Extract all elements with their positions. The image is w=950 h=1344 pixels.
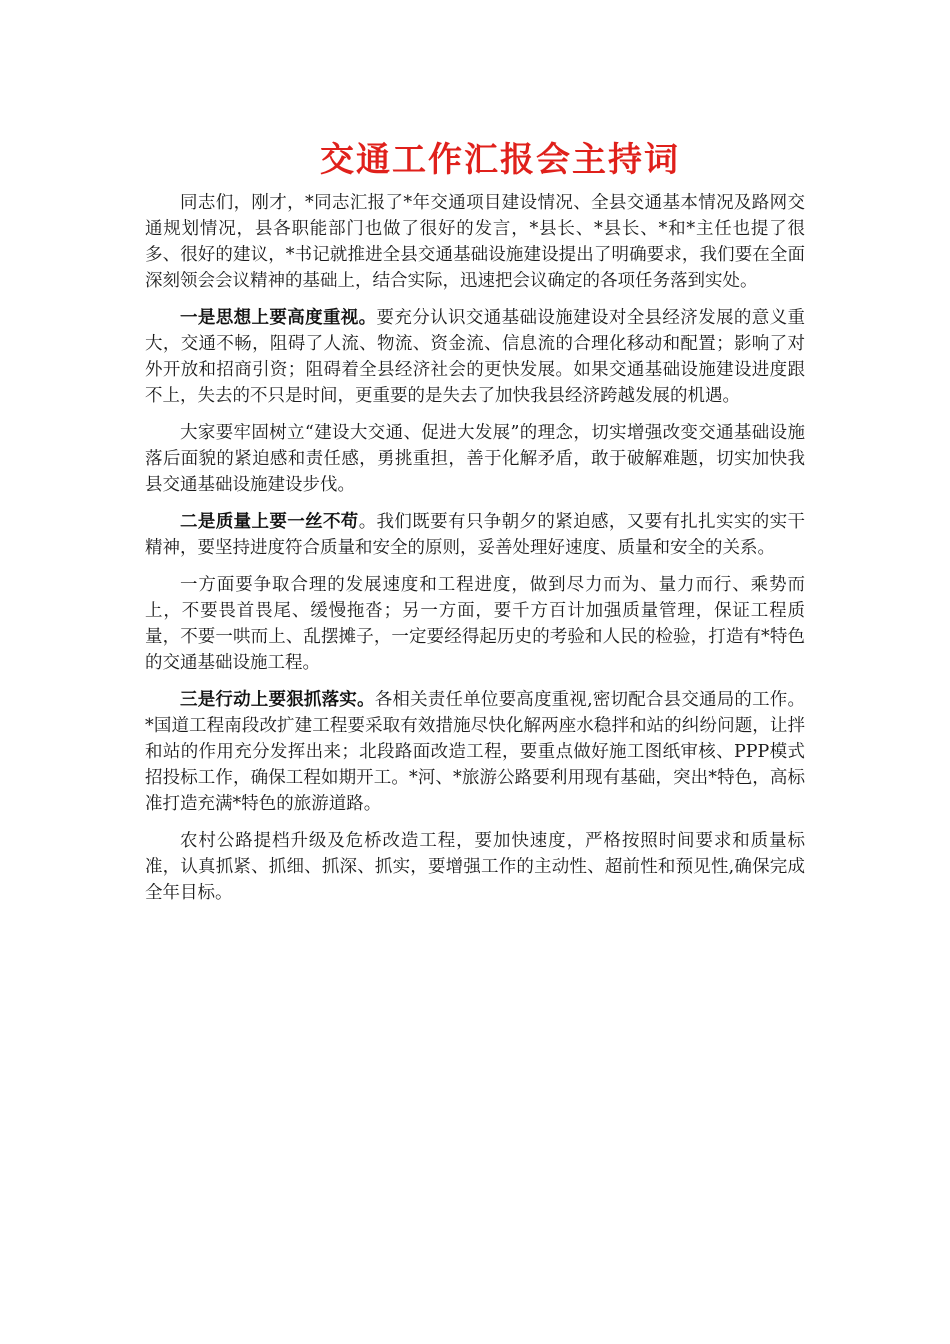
paragraph-text: 各相关责任单位要高度重视,密切配合县交通局的工作。*国道工程南段改扩建工程要采取有效措施尽快化解两座水稳拌和站的纠纷问题，让拌和站的作用充分发挥出来；北段路面改造工程，要重点做好施工图纸审核、PPP模式招投标工作，确保工程如期开工。*河、*旅游公路要利用现有基础，突出*特色，高标准打造充满*特色的旅游道路。 xyxy=(145,690,806,814)
paragraph-text: 大家要牢固树立“建设大交通、促进大发展”的理念，切实增强改变交通基础设施落后面貌的紧迫感和责任感，勇挑重担，善于化解矛盾，敢于破解难题，切实加快我县交通基础设施建设步伐。 xyxy=(145,423,805,495)
paragraph-text: 。我们既要有只争朝夕的紧迫感，又要有扎扎实实的实干精神，要坚持进度符合质量和安全的原则，妥善处理好速度、质量和安全的关系。 xyxy=(145,512,806,558)
paragraph-lead-heading: 二是质量上要一丝不苟 xyxy=(180,512,359,532)
document-body xyxy=(145,190,805,917)
paragraph-point-one-detail xyxy=(145,420,805,498)
paragraph-lead-heading: 三是行动上要狠抓落实。 xyxy=(180,690,375,710)
paragraph-closing xyxy=(145,828,805,906)
document-title: 交通工作汇报会主持词 xyxy=(320,140,680,180)
paragraph-text: 同志们，刚才，*同志汇报了*年交通项目建设情况、全县交通基本情况及路网交通规划情况，县各职能部门也做了很好的发言，*县长、*县长、*和*主任也提了很多、很好的建议，*书记就推进全县交通基础设施建设提出了明确要求，我们要在全面深刻领会会议精神的基础上，结合实际，迅速把会议确定的各项任务落到实处。 xyxy=(145,193,805,291)
paragraph-point-two-detail xyxy=(145,572,805,676)
paragraph-point-one xyxy=(145,305,805,409)
paragraph-text: 一方面要争取合理的发展速度和工程进度，做到尽力而为、量力而行、乘势而上，不要畏首畏尾、缓慢拖沓；另一方面，要千方百计加强质量管理，保证工程质量，不要一哄而上、乱摆摊子，一定要经得起历史的考验和人民的检验，打造有*特色的交通基础设施工程。 xyxy=(145,575,805,673)
paragraph-text: 要充分认识交通基础设施建设对全县经济发展的意义重大，交通不畅，阻碍了人流、物流、资金流、信息流的合理化移动和配置；影响了对外开放和招商引资；阻碍着全县经济社会的更快发展。如果交通基础设施建设进度跟不上，失去的不只是时间，更重要的是失去了加快我县经济跨越发展的机遇。 xyxy=(145,308,806,406)
paragraph-point-three xyxy=(145,687,805,817)
paragraph-text: 农村公路提档升级及危桥改造工程，要加快速度，严格按照时间要求和质量标准，认真抓紧、抓细、抓深、抓实，要增强工作的主动性、超前性和预见性,确保完成全年目标。 xyxy=(145,831,805,903)
paragraph-intro xyxy=(145,190,805,294)
paragraph-lead-heading: 一是思想上要高度重视。 xyxy=(180,308,377,328)
paragraph-point-two xyxy=(145,509,805,561)
